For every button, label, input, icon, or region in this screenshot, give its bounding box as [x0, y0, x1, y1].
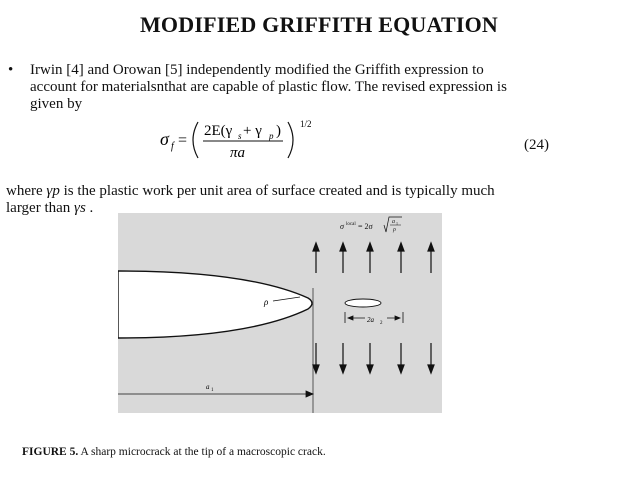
where-paragraph [6, 183, 626, 217]
gamma-s-symbol: γs [74, 200, 86, 216]
svg-text:ρ: ρ [393, 227, 396, 233]
figure-caption [22, 446, 326, 458]
caption-label: FIGURE 5. [22, 446, 79, 458]
svg-text:= 2σ: = 2σ [358, 222, 373, 231]
svg-text:a: a [392, 219, 395, 225]
equation-number: (24) [524, 137, 549, 153]
eq-num-close: ) [276, 123, 281, 139]
svg-text:2: 2 [380, 321, 383, 326]
svg-text:local: local [346, 222, 356, 227]
eq-equals: = [178, 132, 188, 149]
bullet-marker: • [8, 62, 14, 78]
eq-left-paren [193, 122, 198, 158]
svg-text:σ: σ [340, 222, 344, 231]
microcrack-ellipse [345, 299, 381, 307]
griffith-equation [158, 118, 338, 162]
eq-sub-s: s [238, 131, 242, 141]
caption-text: A sharp microcrack at the tip of a macroscopic crack. [78, 446, 326, 458]
eq-exponent: 1/2 [300, 119, 312, 129]
eq-right-paren [288, 122, 293, 158]
bullet-line-2: account for materialsnthat are capable of plastic flow. The revised expression is [30, 79, 507, 95]
microcrack-label: 2a [367, 316, 374, 324]
where-line-2: larger than γs . [6, 200, 94, 216]
svg-text:1: 1 [396, 221, 398, 226]
eq-numerator: 2E(γ [204, 123, 233, 139]
where-line-1: where γp is the plastic work per unit area of surface created and is typically much [6, 183, 495, 199]
eq-denominator: πa [230, 145, 246, 161]
eq-lhs-sub: f [171, 141, 174, 152]
svg-text:1: 1 [211, 388, 214, 393]
eq-plus: + γ [243, 123, 262, 139]
eq-sub-p: p [269, 131, 274, 141]
rho-label: ρ [264, 297, 269, 307]
bullet-line-3: given by [30, 96, 83, 112]
macrocrack-label: a [206, 383, 210, 391]
eq-lhs: σ [160, 129, 169, 149]
crack-figure [118, 213, 442, 413]
gamma-p-symbol: γp [46, 183, 60, 199]
bullet-line-1: Irwin [4] and Orowan [5] independently modified the Griffith expression to [30, 62, 484, 78]
slide-title: MODIFIED GRIFFITH EQUATION [139, 12, 499, 37]
bullet-text [30, 62, 610, 113]
